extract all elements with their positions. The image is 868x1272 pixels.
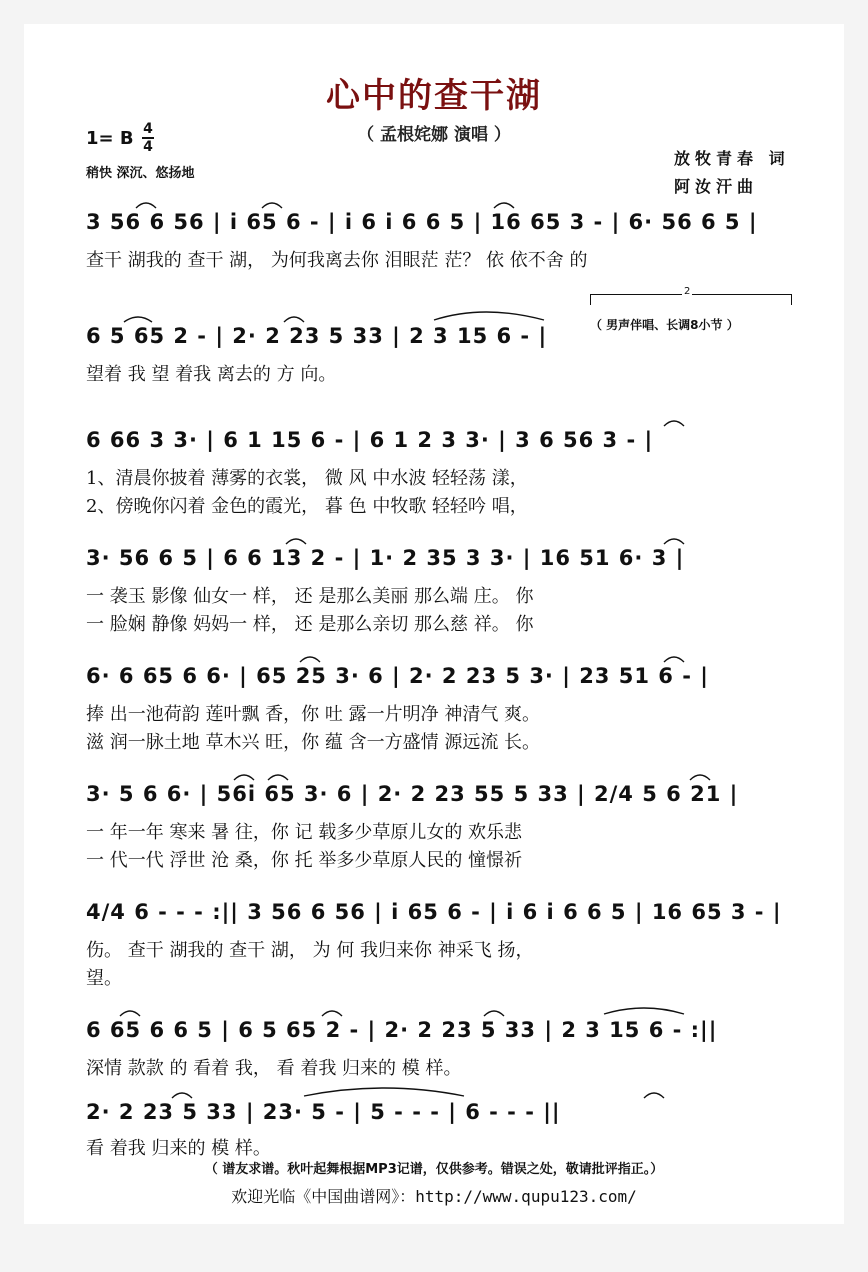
notation-line-5: 6· 6 65 6 6· | 65 25 3· 6 | 2· 2 23 5 3· | 23 51 6 - | <box>86 664 709 688</box>
slur-arc <box>304 1088 464 1096</box>
composer-credit: 阿汝汗曲 <box>674 177 759 196</box>
lyric-line-8: 深情 款款 的 看着 我， 看 着我 归来的 模 样。 <box>86 1058 462 1079</box>
slur-marks <box>24 24 844 1224</box>
lyric-line-5b: 滋 润一脉土地 草木兴 旺，你 蕴 含一方盛情 源远流 长。 <box>86 732 541 753</box>
slur-arc <box>262 203 282 208</box>
lyric-line-3b: 2、傍晚你闪着 金色的霞光， 暮 色 中牧歌 轻轻吟 唱， <box>86 496 528 517</box>
slur-arc <box>434 312 544 320</box>
lyric-line-6a: 一 年一年 寒来 暑 往，你 记 载多少草原儿女的 欢乐悲 <box>86 822 523 843</box>
lyric-line-7b: 望。 <box>86 968 122 989</box>
slur-arc <box>124 317 152 322</box>
notation-line-1: 3 56 6 56 | i 65 6 - | i 6 i 6 6 5 | 16 65 3 - | 6· 56 6 5 | <box>86 210 758 234</box>
slur-arc <box>494 203 514 208</box>
volta-number: 2 <box>684 286 691 297</box>
lyric-line-5a: 捧 出一池荷韵 莲叶飘 香，你 吐 露一片明净 神清气 爽。 <box>86 704 541 725</box>
song-title: 心中的查干湖 <box>326 76 542 116</box>
time-bottom: 4 <box>143 139 153 155</box>
slur-arc <box>284 317 304 322</box>
lyric-line-4b: 一 脸娴 静像 妈妈一 样， 还 是那么亲切 那么慈 祥。 你 <box>86 614 534 635</box>
lyric-line-3a: 1、清晨你披着 薄雾的衣裳， 微 风 中水波 轻轻荡 漾， <box>86 468 528 489</box>
slur-arc <box>664 657 684 662</box>
notation-line-7: 4/4 6 - - - :|| 3 56 6 56 | i 65 6 - | i 6 i 6 6 5 | 16 65 3 - | <box>86 900 782 924</box>
slur-arc <box>690 775 710 780</box>
notation-line-4: 3· 56 6 5 | 6 6 13 2 - | 1· 2 35 3 3· | 16 51 6· 3 | <box>86 546 685 570</box>
accompaniment-note: （ 男声伴唱、长调8小节 ） <box>590 318 739 332</box>
lyricist-credit: 放牧青春 词 <box>674 149 790 168</box>
slur-arc <box>120 1011 140 1016</box>
notation-line-3: 6 66 3 3· | 6 1 15 6 - | 6 1 2 3 3· | 3 6 56 3 - | <box>86 428 654 452</box>
lyric-line-6b: 一 代一代 浮世 沧 桑，你 托 举多少草原人民的 憧憬祈 <box>86 850 523 871</box>
slur-arc <box>484 1011 504 1016</box>
slur-arc <box>286 539 306 544</box>
slur-arc <box>322 1011 342 1016</box>
slur-arc <box>300 657 320 662</box>
lyric-line-9: 看 着我 归来的 模 样。 <box>86 1138 271 1159</box>
notation-line-8: 6 65 6 6 5 | 6 5 65 2 - | 2· 2 23 5 33 | 2 3 15 6 - :|| <box>86 1018 718 1042</box>
lyric-line-4a: 一 袭玉 影像 仙女一 样， 还 是那么美丽 那么端 庄。 你 <box>86 586 534 607</box>
key-signature: 1= B <box>86 128 134 149</box>
slur-arc <box>172 1093 192 1098</box>
slur-arc <box>644 1093 664 1098</box>
slur-arc <box>664 421 684 426</box>
time-top: 4 <box>143 121 153 137</box>
slur-arc <box>268 775 288 780</box>
website-credit: 欢迎光临《中国曲谱网》：http://www.qupu123.com/ <box>231 1187 637 1206</box>
slur-arc <box>234 775 254 780</box>
tempo-marking: 稍快 深沉、悠扬地 <box>86 166 195 181</box>
lyric-line-7a: 伤。 查干 湖我的 查干 湖， 为 何 我归来你 神采飞 扬， <box>86 940 534 961</box>
notation-line-2: 6 5 65 2 - | 2· 2 23 5 33 | 2 3 15 6 - | <box>86 324 548 348</box>
slur-arc <box>136 203 156 208</box>
disclaimer-text: （ 谱友求谱。秋叶起舞根据MP3记谱，仅供参考。错误之处，敬请批评指正。） <box>204 1162 664 1177</box>
lyric-line-1: 查干 湖我的 查干 湖， 为何我离去你 泪眼茫 茫？ 依 依不舍 的 <box>86 250 588 271</box>
slur-arc <box>664 539 684 544</box>
lyric-line-2: 望着 我 望 着我 离去的 方 向。 <box>86 364 337 385</box>
performer-credit: （ 孟根姹娜 演唱 ） <box>357 125 511 145</box>
notation-line-9: 2· 2 23 5 33 | 23· 5 - | 5 - - - | 6 - - - || <box>86 1100 561 1124</box>
sheet-music-page <box>24 24 844 1224</box>
notation-line-6: 3· 5 6 6· | 56i 65 3· 6 | 2· 2 23 55 5 33 | 2/4 5 6 21 | <box>86 782 739 806</box>
slur-arc <box>604 1008 684 1014</box>
